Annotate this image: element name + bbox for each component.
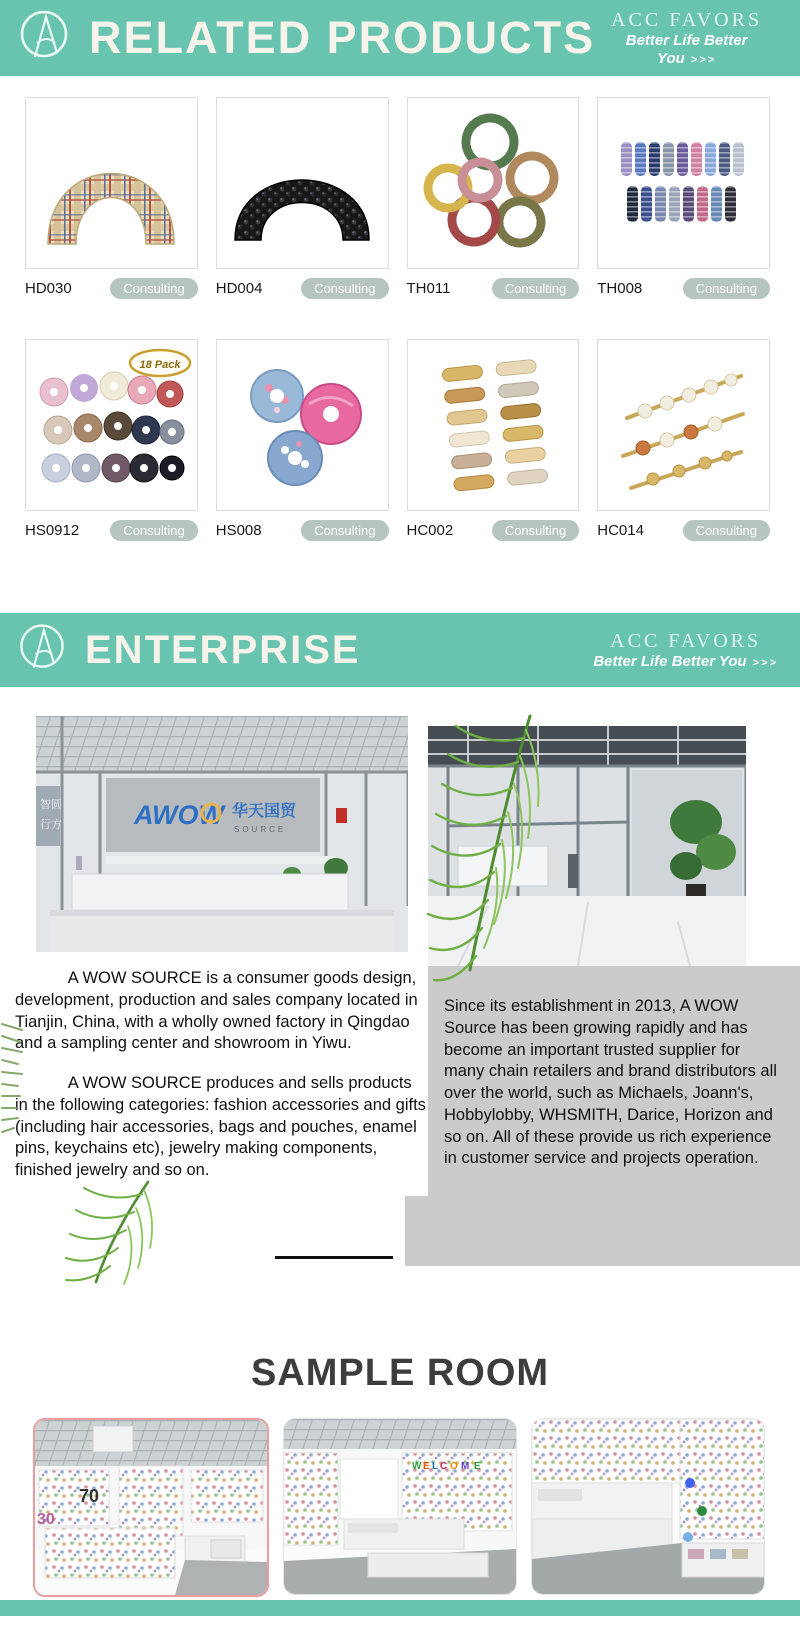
product-image-scrunchies-multi-pack [25,339,198,511]
svg-text:智圆: 智圆 [40,799,62,811]
product-image-snap-hair-clips [407,339,580,511]
svg-text:E: E [474,1461,481,1472]
acc-favors-logo-icon [13,619,71,682]
acc-favors-logo-icon [13,5,75,72]
product-code: HD030 [25,280,72,297]
product-image-pearl-bobby-pins [597,339,770,511]
product-card[interactable] [407,97,580,299]
product-code: TH008 [597,280,643,297]
svg-text:行方: 行方 [40,819,62,831]
section-title-enterprise: ENTERPRISE [85,627,361,672]
product-image-spiral-coil-hair-ties [407,97,580,269]
product-code: HD004 [215,280,263,297]
arrows-icon: >>> [752,656,778,669]
enterprise-paragraph-3: Since its establishment in 2013, A WOW Source has been growing rapidly and has become an important trusted supplier for many chain retailers and brand distributors all over the world, such as Michaels, Joann's, Hobbylobby, WHSMITH, Darice, Horizon and so on. All of these provide us rich experience in customer service and projects operation. [444,997,777,1168]
brand-block [595,9,778,67]
product-card[interactable] [25,97,198,299]
product-code: HS008 [215,522,262,539]
product-image-black-beaded-headband [216,97,389,269]
product-code: HS0912 [25,522,80,539]
consulting-button[interactable]: Consulting [301,278,388,299]
product-card[interactable] [25,339,198,541]
product-card[interactable] [216,97,389,299]
product-image-coil-hair-ties-rows [597,97,770,269]
sample-room-photo-3 [531,1418,765,1595]
gray-box-extension [405,1196,428,1266]
sample-room-title: SAMPLE ROOM [250,1352,550,1394]
svg-text:30: 30 [37,1511,55,1528]
related-products-banner [0,0,800,76]
brand-tagline: Better Life Better You >>> [625,32,748,67]
svg-text:O: O [450,1461,458,1472]
consulting-button[interactable]: Consulting [110,278,197,299]
enterprise-history-box [428,966,800,1266]
section-divider-line [275,1256,393,1259]
footer-teal-bar [0,1600,800,1616]
svg-text:W: W [412,1461,422,1472]
product-image-floral-satin-scrunchies [216,339,389,511]
svg-text:华天国贸: 华天国贸 [232,803,297,820]
office-photo-corridor [428,726,746,966]
brand-block [593,630,778,670]
enterprise-paragraph-1: A WOW SOURCE is a consumer goods design, development, production and sales company located in Tianjin, China, with a wholly owned factory in Qingdao and a sampling center and showroom in Yiwu. [15,969,418,1053]
product-card[interactable] [597,339,770,541]
svg-text:AWOW: AWOW [134,800,224,830]
sample-room-photo-1 [33,1418,269,1597]
brand-name: ACC FAVORS [611,9,763,32]
svg-text:L: L [432,1461,439,1472]
product-code: TH011 [406,280,451,297]
svg-text:SOURCE: SOURCE [234,825,287,834]
product-card[interactable] [216,339,389,541]
product-card[interactable] [407,339,580,541]
product-image-plaid-headband [25,97,198,269]
consulting-button[interactable]: Consulting [110,520,197,541]
section-title-related-products: RELATED PRODUCTS [89,12,596,63]
svg-text:E: E [423,1461,430,1472]
enterprise-intro-text [15,968,427,1200]
sample-room-photo-2 [283,1418,517,1595]
arrows-icon: >>> [690,53,717,66]
consulting-button[interactable]: Consulting [492,278,579,299]
consulting-button[interactable]: Consulting [301,520,388,541]
brand-tagline: Better Life Better You >>> [593,652,778,670]
enterprise-banner [0,613,800,687]
office-photo-showroom-front-desk [36,716,408,952]
svg-text:M: M [461,1461,470,1472]
consulting-button[interactable]: Consulting [683,520,770,541]
consulting-button[interactable]: Consulting [492,520,579,541]
sample-room-photos [33,1418,765,1597]
svg-text:70: 70 [79,1486,100,1506]
consulting-button[interactable]: Consulting [683,278,770,299]
related-products-grid [25,97,770,541]
svg-text:18 Pack: 18 Pack [139,359,181,371]
brand-name: ACC FAVORS [610,629,762,652]
product-code: HC002 [406,522,454,539]
svg-text:C: C [440,1461,448,1472]
product-card[interactable] [597,97,770,299]
enterprise-paragraph-2: A WOW SOURCE produces and sells products in the following categories: fashion accessories and gifts (including hair accessories, bags and pouches, enamel pins, keychains etc), jewelry making components, finished jewelry and so on. [15,1074,426,1180]
product-code: HC014 [597,522,644,539]
